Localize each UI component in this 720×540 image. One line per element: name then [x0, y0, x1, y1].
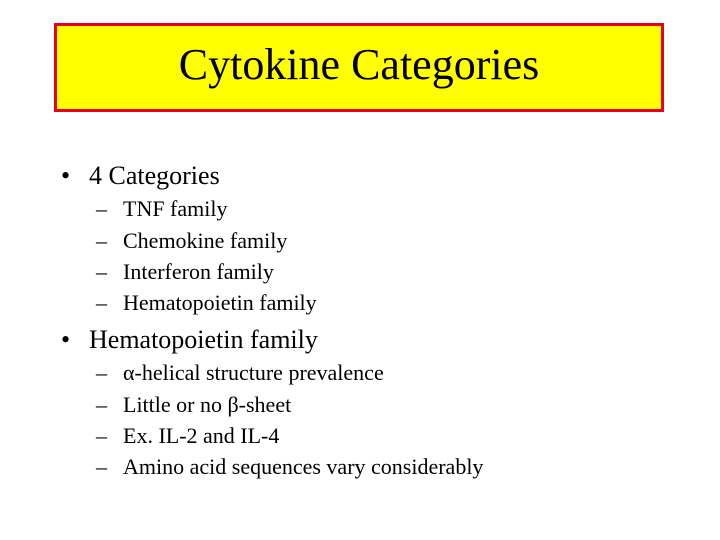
dash-marker: – — [96, 290, 107, 315]
sub-item-label: α-helical structure prevalence — [123, 360, 384, 385]
sub-item-label: Amino acid sequences vary considerably — [123, 454, 484, 479]
bullet-4-categories — [61, 163, 321, 193]
dash-marker: – — [96, 454, 107, 479]
bullet-heading: Hematopoietin family — [89, 325, 318, 354]
sub-item-label: Little or no β-sheet — [123, 392, 292, 417]
sub-item-interferon-family — [96, 261, 436, 287]
sub-item-hematopoietin-family — [96, 292, 436, 318]
sub-item-chemokine-family — [96, 230, 436, 256]
dash-marker: – — [96, 259, 107, 284]
sub-item-alpha-helical — [96, 362, 536, 388]
sub-item-label: TNF family — [123, 196, 228, 221]
sub-item-amino-acid — [96, 456, 576, 482]
bullet-hematopoietin-family — [61, 327, 381, 357]
bullet-heading: 4 Categories — [89, 161, 220, 190]
dash-marker: – — [96, 392, 107, 417]
dash-marker: – — [96, 360, 107, 385]
dash-marker: – — [96, 423, 107, 448]
title-box — [54, 23, 664, 112]
sub-item-il-examples — [96, 425, 536, 451]
sub-item-label: Ex. IL-2 and IL-4 — [123, 423, 280, 448]
bullet-marker: • — [61, 161, 71, 190]
sub-item-label: Chemokine family — [123, 228, 288, 253]
dash-marker: – — [96, 196, 107, 221]
sub-item-tnf-family — [96, 198, 436, 224]
sub-item-beta-sheet — [96, 394, 536, 420]
bullet-marker: • — [61, 325, 71, 354]
dash-marker: – — [96, 228, 107, 253]
sub-item-label: Hematopoietin family — [123, 290, 317, 315]
slide-title: Cytokine Categories — [178, 39, 540, 89]
sub-item-label: Interferon family — [123, 259, 274, 284]
